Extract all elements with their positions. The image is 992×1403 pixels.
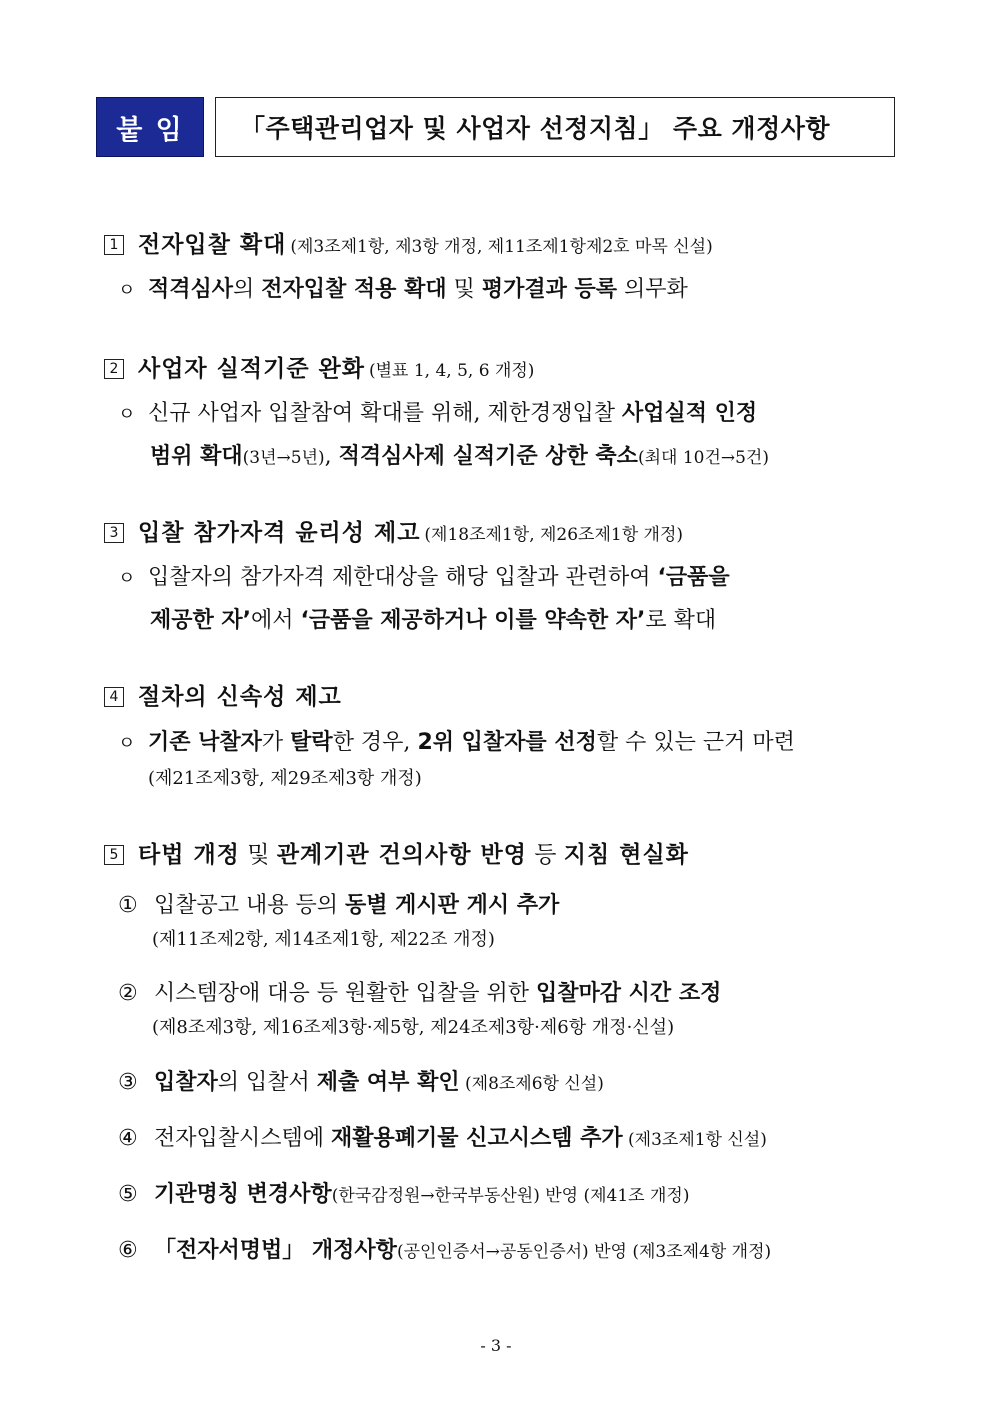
subitem-mark: ③ [118, 1070, 138, 1095]
section-title: 입찰 참가자격 윤리성 제고 [138, 520, 421, 546]
bullet-line-1 [118, 722, 898, 765]
bullet-text: 의 [233, 277, 262, 302]
section-1-bullet [118, 269, 898, 312]
subitem-reference: (제8조제6항 신설) [459, 1074, 604, 1094]
section-title: 사업자 실적기준 완화 [138, 356, 365, 382]
bullet-reference: (제21조제3항, 제29조제3항 개정) [148, 768, 422, 789]
section-number: 3 [104, 523, 124, 543]
subitem-note: (공인인증서→공동인증서) [396, 1242, 589, 1262]
subitem-reference: (제8조제3항, 제16조제3항·제5항, 제24조제3항·제6항 개정·신설) [152, 1017, 675, 1038]
section-4-heading [104, 678, 342, 711]
bullet-note: (최대 10건→5건) [637, 448, 769, 468]
subitem-reference: 반영 (제3조제4항 개정) [588, 1242, 772, 1262]
bullet-text: 의무화 [617, 277, 688, 302]
subitem-mark: ② [118, 981, 138, 1006]
subitem-mark: ⑤ [118, 1182, 138, 1207]
bullet-text-bold: 기존 낙찰자 [148, 730, 262, 755]
section-2-heading [104, 350, 534, 383]
section-title: 관계기관 건의사항 반영 [276, 842, 527, 868]
section-reference: (제3조제1항, 제3항 개정, 제11조제1항제2호 마목 신설) [290, 237, 713, 257]
section-title: 절차의 신속성 제고 [138, 684, 342, 710]
section-title: 지침 현실화 [563, 842, 689, 868]
bullet-text-bold: 제공한 자’ [150, 608, 252, 633]
subitem-text-bold: 기관명칭 변경사항 [154, 1182, 332, 1207]
subitem-text-bold: 재활용폐기물 신고시스템 추가 [331, 1126, 623, 1151]
bullet-text: 및 [446, 277, 482, 302]
subitem-5 [118, 1177, 898, 1208]
subitem-1 [118, 888, 898, 951]
bullet-text: 입찰자의 참가자격 제한대상을 해당 입찰과 관련하여 [148, 565, 658, 590]
subitem-text-bold: 제출 여부 확인 [316, 1070, 460, 1095]
subitem-reference: (제3조제1항 신설) [622, 1130, 767, 1150]
bullet-text-bold: 범위 확대 [150, 444, 243, 469]
section-4-bullet [118, 722, 898, 793]
bullet-text-bold: 평가결과 등록 [481, 277, 618, 302]
bullet-text-bold: 적격심사 [148, 277, 234, 302]
section-3-heading [104, 514, 683, 547]
bullet-text: 가 [261, 730, 291, 755]
subitem-mark: ④ [118, 1126, 138, 1151]
bullet-mark: ㅇ [118, 280, 136, 301]
attachment-badge: 붙 임 [96, 97, 204, 157]
bullet-text-bold: ‘금품을 제공하거나 이를 약속한 자’ [300, 608, 646, 633]
subitem-text: 의 입찰서 [217, 1070, 317, 1095]
page-title: 「주택관리업자 및 사업자 선정지침」 주요 개정사항 [215, 97, 895, 157]
section-title-text: 등 [526, 842, 564, 868]
section-title: 타법 개정 [138, 842, 240, 868]
bullet-line-1 [118, 557, 898, 600]
section-1-heading [104, 226, 713, 259]
subitem-note: (한국감정원→한국부동산원) [331, 1186, 540, 1206]
bullet-line-2 [118, 600, 898, 642]
subitem-6 [118, 1233, 898, 1264]
subitem-mark: ① [118, 893, 138, 918]
section-number: 1 [104, 235, 124, 255]
subitem-text: 입찰공고 내용 등의 [154, 893, 345, 918]
bullet-text-bold: 2위 입찰자를 선정 [417, 730, 597, 755]
subitem-mark: ⑥ [118, 1238, 138, 1263]
bullet-mark: ㅇ [118, 733, 136, 754]
bullet-text: 한 경우, [332, 730, 418, 755]
bullet-note: (3년→5년) [242, 448, 325, 468]
bullet-text-bold: 사업실적 인정 [622, 401, 758, 426]
subitem-3 [118, 1065, 898, 1096]
page-number: - 3 - [480, 1336, 512, 1355]
bullet-text-bold: 적격심사제 실적기준 상한 축소 [338, 444, 638, 469]
section-2-bullet [118, 393, 898, 479]
bullet-text: 할 수 있는 근거 마련 [596, 730, 795, 755]
subitem-text-bold: 입찰마감 시간 조정 [536, 981, 722, 1006]
bullet-mark: ㅇ [118, 404, 136, 425]
section-number: 4 [104, 687, 124, 707]
page-header [96, 97, 895, 157]
bullet-line-2 [118, 436, 898, 479]
section-reference: (별표 1, 4, 5, 6 개정) [368, 361, 535, 381]
subitem-reference: (제11조제2항, 제14조제1항, 제22조 개정) [152, 929, 495, 950]
section-title: 전자입찰 확대 [138, 232, 287, 258]
subitem-text-bold: 「전자서명법」 개정사항 [154, 1238, 397, 1263]
subitem-text-bold: 동별 게시판 게시 추가 [345, 893, 560, 918]
bullet-text: , [324, 444, 339, 469]
subitem-text-bold: 입찰자 [154, 1070, 218, 1095]
subitem-text: 전자입찰시스템에 [154, 1126, 332, 1151]
subitem-2 [118, 976, 898, 1039]
subitem-text: 시스템장애 대응 등 원활한 입찰을 위한 [154, 981, 536, 1006]
section-3-bullet [118, 557, 898, 642]
section-5-heading [104, 836, 689, 869]
section-title-text: 및 [239, 842, 277, 868]
bullet-text: 에서 [251, 608, 301, 633]
subitem-reference: 반영 (제41조 개정) [539, 1186, 690, 1206]
bullet-text-bold: 탈락 [290, 730, 333, 755]
bullet-text: 로 확대 [645, 608, 717, 633]
bullet-text-bold: ‘금품을 [657, 565, 730, 590]
bullet-line-1 [118, 393, 898, 436]
bullet-mark: ㅇ [118, 568, 136, 589]
bullet-text-bold: 전자입찰 적용 확대 [261, 277, 447, 302]
section-number: 5 [104, 845, 124, 865]
subitem-4 [118, 1121, 898, 1152]
section-number: 2 [104, 359, 124, 379]
section-reference: (제18조제1항, 제26조제1항 개정) [424, 525, 684, 545]
bullet-text: 신규 사업자 입찰참여 확대를 위해, 제한경쟁입찰 [148, 401, 622, 426]
